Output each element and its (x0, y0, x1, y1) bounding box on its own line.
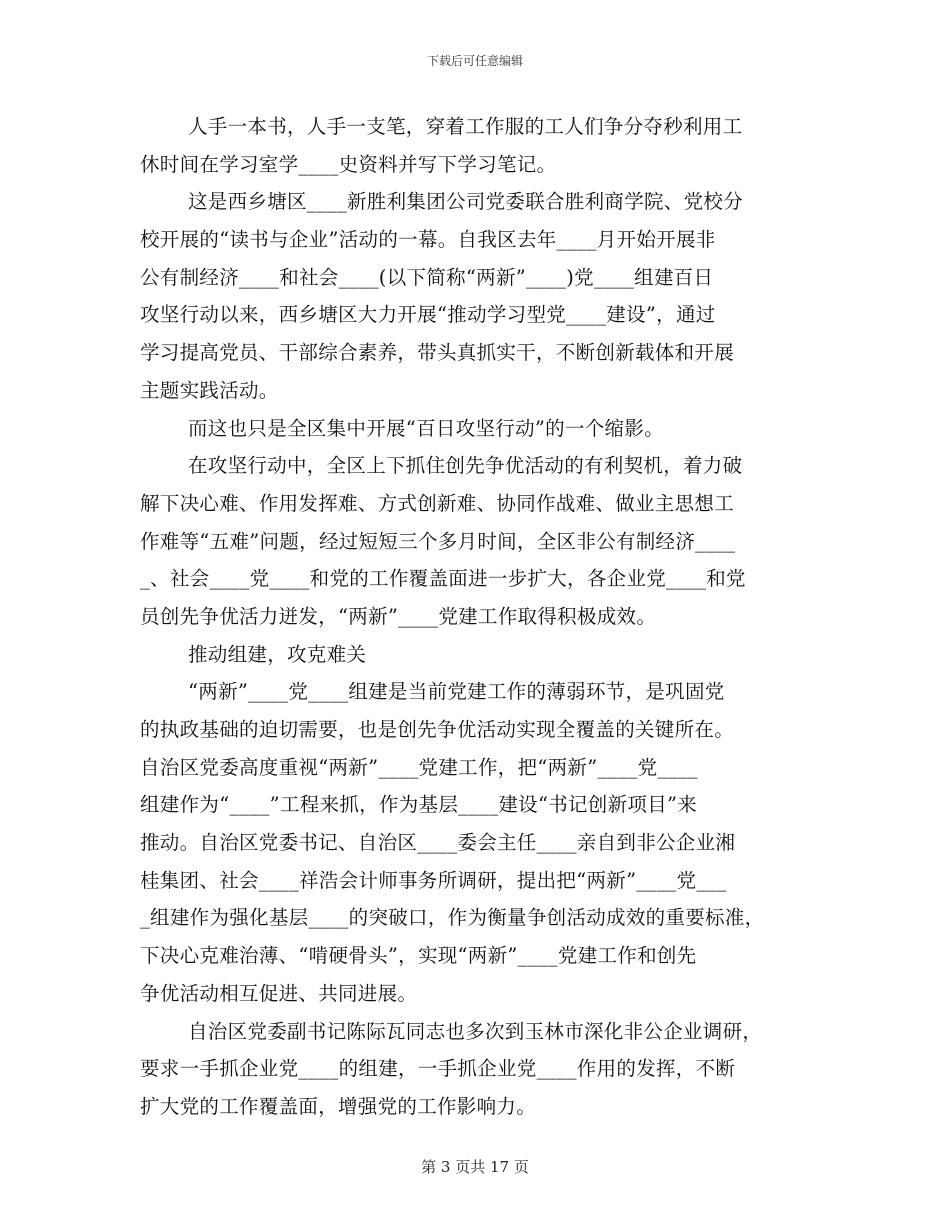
text-line: 推动组建，攻克难关 (188, 642, 367, 666)
text-line: 自治区党委高度重视“两新”____党建工作，把“两新”____党____ (140, 755, 698, 779)
page-header-note: 下载后可任意编辑 (426, 54, 523, 68)
text-line: 组建作为“____”工程来抓，作为基层____建设“书记创新项目”来 (140, 793, 698, 817)
text-line: 休时间在学习室学____史资料并写下学习笔记。 (140, 152, 557, 176)
text-line: 的执政基础的迫切需要，也是创先争优活动实现全覆盖的关键所在。 (140, 718, 735, 741)
text-line: 员创先争优活力迸发，“两新”____党建工作取得积极成效。 (140, 604, 657, 628)
text-line: 要求一手抓企业党____的组建，一手抓企业党____作用的发挥，不断 (140, 1057, 736, 1081)
text-line: 校开展的“读书与企业”活动的一幕。自我区去年____月开始开展非 (140, 228, 716, 252)
text-line: “两新”____党____组建是当前党建工作的薄弱环节，是巩固党 (188, 680, 725, 704)
text-line: 学习提高党员、干部综合素养，带头真抓实干，不断创新载体和开展 (140, 341, 735, 365)
text-line: 自治区党委副书记陈际瓦同志也多次到玉林市深化非公企业调研， (188, 1019, 763, 1043)
text-line: 人手一本书，人手一支笔，穿着工作服的工人们争分夺秒利用工 (188, 115, 743, 138)
text-line: 下决心克难治薄、“啃硬骨头”，实现“两新”____党建工作和创先 (140, 944, 697, 968)
text-line: _组建作为强化基层____的突破口，作为衡量争创活动成效的重要标准， (140, 906, 765, 930)
text-line: 这是西乡塘区____新胜利集团公司党委联合胜利商学院、党校分 (188, 190, 743, 214)
text-line: 桂集团、社会____祥浩会计师事务所调研，提出把“两新”____党___ (140, 868, 727, 892)
text-line: 推动。自治区党委书记、自治区____委会主任____亲自到非公企业湘 (140, 831, 736, 855)
text-line: 公有制经济____和社会____(以下简称“两新”____)党____组建百日 (140, 265, 714, 289)
text-line: 扩大党的工作覆盖面，增强党的工作影响力。 (140, 1094, 537, 1118)
text-line: _、社会____党____和党的工作覆盖面进一步扩大，各企业党____和党 (140, 567, 746, 591)
text-line: 攻坚行动以来，西乡塘区大力开展“推动学习型党____建设”，通过 (140, 303, 716, 327)
text-line: 作难等“五难”问题，经过短短三个多月时间，全区非公有制经济____ (140, 529, 736, 553)
page-number: 第 3 页共 17 页 (421, 1158, 529, 1176)
text-line: 解下决心难、作用发挥难、方式创新难、协同作战难、做业主思想工 (140, 491, 735, 515)
text-line: 争优活动相互促进、共同进展。 (140, 981, 418, 1005)
text-line: 在攻坚行动中，全区上下抓住创先争优活动的有利契机，着力破 (188, 454, 743, 478)
document-body (140, 108, 820, 1126)
text-line: 主题实践活动。 (140, 378, 279, 402)
text-line: 而这也只是全区集中开展“百日攻坚行动”的一个缩影。 (188, 416, 664, 440)
